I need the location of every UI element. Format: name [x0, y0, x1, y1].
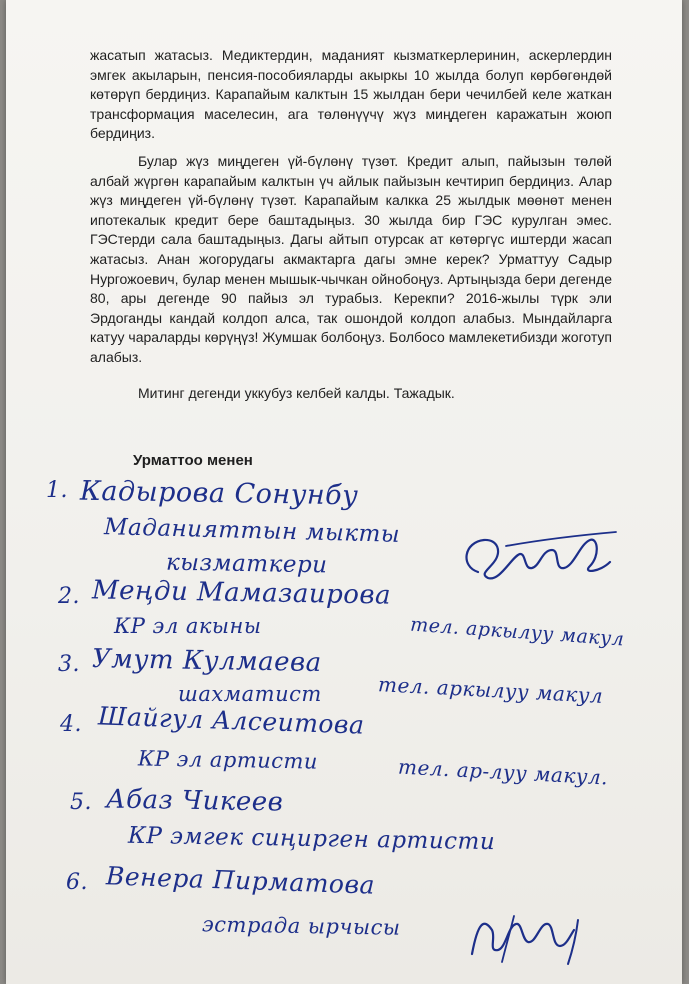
closing-line: Урматтоо менен: [133, 452, 253, 469]
signatory-position: шахматист: [178, 682, 322, 706]
signature-mark: [450, 526, 632, 596]
letter-paragraph-2: Булар жүз миңдеген үй-бүлөнү түзөт. Кредит алып, пайызын төлөй албай жүргөн карапайым калктын үч айлык пайызын кечтирип бердиңиз. Алар жүз миңдеген үй-бүлөнү түзөт. Карапайым калкка 25 жылдык мөөнөт менен ипотекалык кредит бере баштадыңыз. 30 жылда бир ГЭС курулган эмес. ГЭСтерди сала баштадыңыз. Дагы айтып отурсак ат көтөргүс иштерди жасап жатасыз. Анан жогорудагы акмактарга дагы эмне керек? Урматтуу Садыр Нургожоевич, булар менен мышык-чычкан ойнобоңуз. Артыңызда бери дегенде 80, ары дегенде 90 пайыз эл турабыз. Керекпи? 2016-жылы түрк эли Эрдоганды кандай колдоп алса, так ошондой колдоп алабыз. Мындайларга катуу чараларды көрүңүз! Жумшак болбоңуз. Болбосо мамлекетибизди жоготуп алабыз.: [90, 153, 612, 365]
letter-page: [6, 0, 682, 984]
phone-consent-note: тел. ар-луу макул.: [397, 754, 609, 790]
letter-paragraph-3: Митинг дегенди уккубуз келбей калды. Тажадык.: [138, 385, 455, 401]
signatory-name: Меңди Мамазаирова: [91, 575, 392, 611]
signatory-name: Венера Пирматова: [105, 861, 376, 900]
signatory-number: 4.: [60, 712, 82, 737]
signatory-position: КР эмгек сиңирген артисти: [127, 822, 496, 856]
signatory-position: эстрада ырчысы: [201, 912, 401, 940]
signatory-position: Маданияттын мыкты: [103, 514, 401, 548]
signatory-position-continued: кызматкери: [165, 549, 328, 579]
signatory-number: 1.: [46, 478, 68, 503]
signatory-number: 6.: [66, 870, 88, 895]
signatory-name: Кадырова Сонунбу: [79, 475, 359, 512]
signatory-name: Абаз Чикеев: [105, 784, 284, 818]
letter-paragraph-1: жасатып жатасыз. Медиктердин, маданият кызматкерлеринин, аскерлердин эмгек акыларын, пенсия-пособияларды акыркы 10 жылда болуп көрбөгөндөй көтөрүп бердиңиз. Карапайым калктын 15 жылдан бери чечилбей келе жаткан трансформация маселесин, ага төлөнүүчү жүз миңдеген каражатын жоюп бердиңиз.: [90, 47, 612, 142]
signatory-number: 5.: [70, 790, 92, 815]
phone-consent-note: тел. аркылуу макул: [409, 613, 625, 651]
signature-mark: [462, 902, 588, 972]
signatory-number: 2.: [58, 584, 80, 609]
signatory-number: 3.: [58, 652, 80, 677]
phone-consent-note: тел. аркылуу макул: [377, 672, 604, 708]
signatory-name: Умут Кулмаева: [91, 643, 322, 679]
signatory-name: Шайгул Алсеитова: [97, 701, 365, 740]
signatory-position: КР эл артисти: [137, 746, 319, 774]
signatory-position: КР эл акыны: [114, 614, 262, 638]
